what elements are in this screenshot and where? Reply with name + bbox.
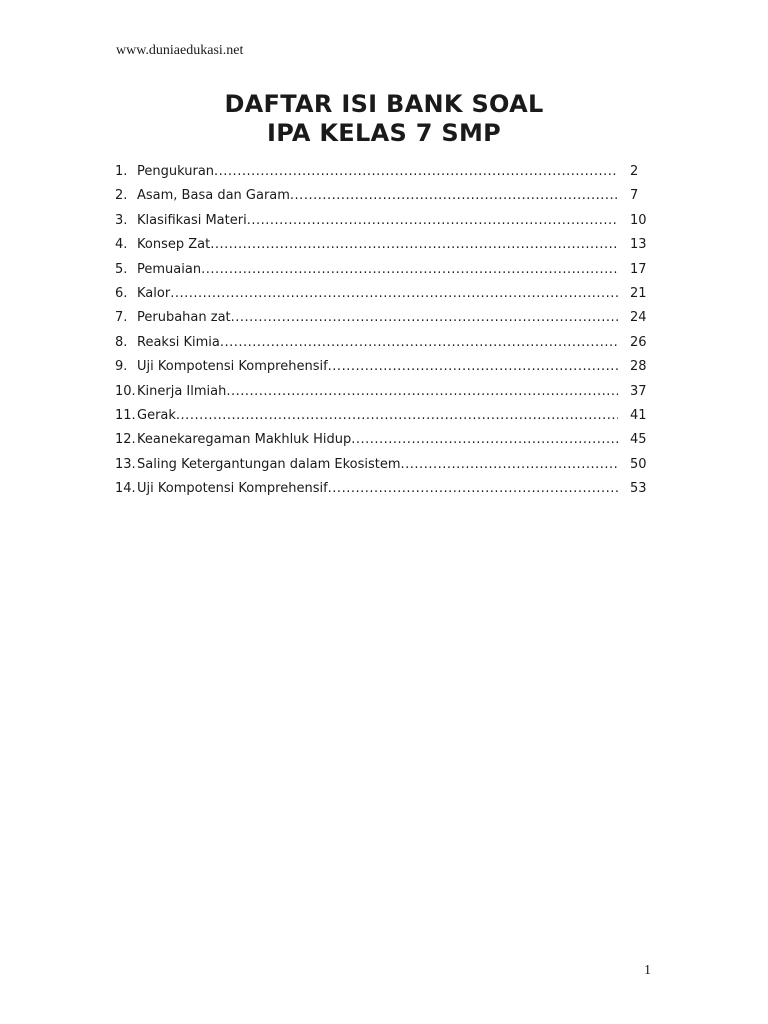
toc-item-6: [115, 282, 650, 306]
toc-page-number: 45: [630, 432, 647, 448]
toc-page-number: 26: [630, 334, 647, 350]
toc-item-4: [115, 233, 650, 257]
toc-title: Pemuaian: [137, 261, 202, 277]
toc-leader-dots: [231, 306, 618, 330]
toc-number: 5.: [115, 261, 128, 277]
toc-number: 14.: [115, 481, 136, 497]
toc-item-11: [115, 404, 650, 428]
toc-page-number: 7: [630, 188, 639, 204]
toc-title: Saling Ketergantungan dalam Ekosistem: [137, 456, 401, 472]
toc-leader-dots: [170, 282, 618, 306]
toc-title: Gerak: [137, 407, 176, 423]
toc-item-7: [115, 306, 650, 330]
toc-title: Uji Kompotensi Komprehensif: [137, 481, 328, 497]
toc-leader-dots: [247, 209, 618, 233]
toc-item-14: [115, 477, 650, 501]
toc-leader-dots: [328, 355, 618, 379]
toc-number: 7.: [115, 310, 128, 326]
toc-page-number: 17: [630, 261, 647, 277]
toc-item-5: [115, 258, 650, 282]
toc-leader-dots: [226, 380, 618, 404]
toc-page-number: 2: [630, 164, 639, 179]
toc-page-number: 50: [630, 456, 647, 472]
toc-item-9: [115, 355, 650, 379]
toc-title: Pengukuran: [137, 164, 215, 179]
toc-number: 9.: [115, 359, 128, 375]
toc-item-8: [115, 331, 650, 355]
toc-item-12: [115, 428, 650, 452]
toc-number: 1.: [115, 164, 128, 179]
toc-title: Klasifikasi Materi: [137, 212, 247, 228]
page-title-line-2: IPA KELAS 7 SMP: [266, 119, 502, 147]
site-url: www.duniaedukasi.net: [116, 43, 244, 58]
toc-number: 13.: [115, 456, 136, 472]
toc-page-number: 21: [630, 285, 647, 301]
toc-leader-dots: [214, 160, 618, 184]
toc-title: Asam, Basa dan Garam: [137, 188, 290, 204]
toc-leader-dots: [401, 453, 618, 477]
toc-leader-dots: [328, 477, 618, 501]
toc-number: 10.: [115, 383, 136, 399]
page-number: 1: [644, 963, 651, 978]
toc-leader-dots: [290, 184, 618, 208]
toc-leader-dots: [351, 428, 618, 452]
toc-number: 12.: [115, 432, 136, 448]
toc-number: 6.: [115, 285, 128, 301]
toc-number: 11.: [115, 407, 136, 423]
toc-page-number: 28: [630, 359, 647, 375]
toc-number: 8.: [115, 334, 128, 350]
toc-item-13: [115, 453, 650, 477]
toc-item-2: [115, 184, 650, 208]
toc-title: Reaksi Kimia: [137, 334, 220, 350]
toc-title: Uji Kompotensi Komprehensif: [137, 359, 328, 375]
toc-item-1: [115, 160, 650, 184]
page-title-line-1: DAFTAR ISI BANK SOAL: [224, 90, 544, 118]
toc-leader-dots: [210, 233, 618, 257]
toc-title: Kinerja Ilmiah: [137, 383, 227, 399]
toc-leader-dots: [201, 258, 618, 282]
toc-leader-dots: [220, 331, 618, 355]
toc-page-number: 53: [630, 481, 647, 497]
toc-page-number: 37: [630, 383, 647, 399]
table-of-contents: [115, 160, 650, 501]
toc-title: Kalor: [137, 285, 171, 301]
toc-page-number: 10: [630, 212, 647, 228]
toc-page-number: 13: [630, 237, 647, 253]
toc-number: 4.: [115, 237, 128, 253]
toc-page-number: 41: [630, 407, 647, 423]
toc-title: Keanekaregaman Makhluk Hidup: [137, 432, 352, 448]
toc-title: Perubahan zat: [137, 310, 231, 326]
toc-leader-dots: [176, 404, 618, 428]
toc-number: 3.: [115, 212, 128, 228]
toc-page-number: 24: [630, 310, 647, 326]
toc-title: Konsep Zat: [137, 237, 211, 253]
toc-item-10: [115, 380, 650, 404]
toc-item-3: [115, 209, 650, 233]
toc-number: 2.: [115, 188, 128, 204]
